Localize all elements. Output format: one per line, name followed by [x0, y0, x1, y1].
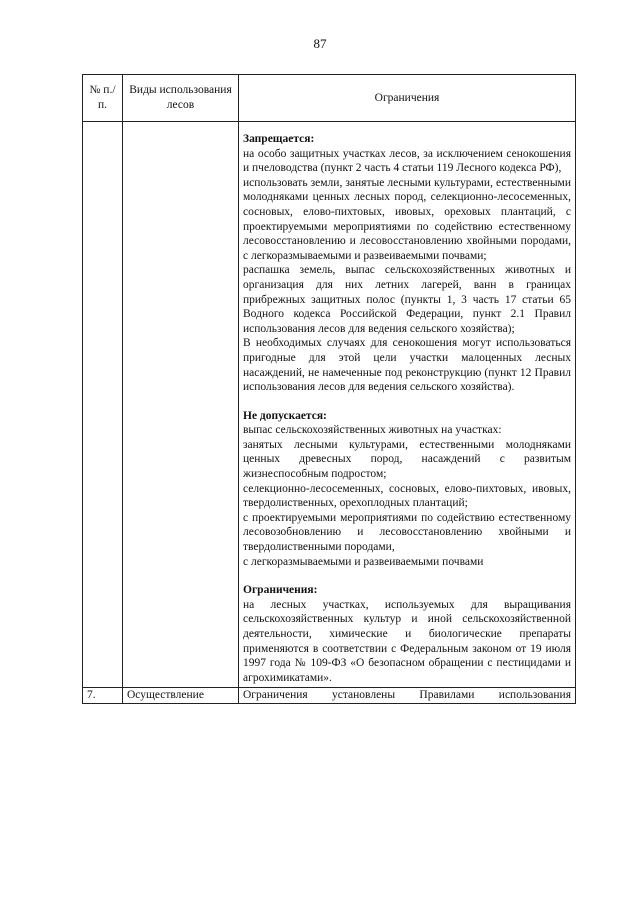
- list-item: на особо защитных участках лесов, за исключением сенокошения и пчеловодства (пункт 2 часть 4 статьи 119 Лесного кодекса РФ),: [243, 147, 571, 175]
- list-item: занятых лесными культурами, естественными молодняками ценных древесных пород, насаждений с развитым жизнеспособным подростом;: [243, 438, 571, 481]
- table-header-row: [83, 75, 576, 122]
- restrictions-content: [239, 122, 576, 688]
- section-title-not-allowed: Не допускается:: [243, 409, 327, 422]
- section-title-restrictions: Ограничения:: [243, 584, 318, 597]
- cell-number: 7.: [83, 688, 123, 704]
- list-item: использовать земли, занятые лесными культурами, естественными молодняками ценных лесных пород, селекционно-лесосеменных, сосновых, елово-пихтовых, ивовых, ореховых плантаций, с проектируемыми мероприятиями по содействию естественному лесовосстановлению и лесовосстановлению хвойными породами, с легкоразмываемыми и развеиваемыми почвами;: [243, 176, 571, 262]
- list-item: с легкоразмываемыми и развеиваемыми почвами: [243, 555, 484, 568]
- list-item: селекционно-лесосеменных, сосновых, елово-пихтовых, ивовых, твердолиственных, орехоплодных плантаций;: [243, 482, 571, 510]
- cell-usage-type: Осуществление: [123, 688, 239, 704]
- cell-usage-type-empty: [123, 122, 239, 688]
- header-restrictions-label: Ограничения: [374, 91, 440, 104]
- list-item: с проектируемыми мероприятиями по содействию естественному лесовозобновлению и лесовосстановлению хвойными и твердолиственными породами,: [243, 511, 571, 554]
- list-item: В необходимых случаях для сенокошения могут использоваться пригодные для этой цели участки малоценных лесных насаждений, не намеченные под реконструкцию (пункт 12 Правил использования лесов для ведения сельского хозяйства).: [243, 337, 571, 394]
- header-usage-type-label: Виды использования лесов: [129, 84, 232, 111]
- restrictions-table: [82, 74, 576, 704]
- section-title-prohibited: Запрещается:: [243, 133, 315, 145]
- list-item: выпас сельскохозяйственных животных на участках:: [243, 424, 502, 437]
- header-number-label: № п./п.: [89, 84, 116, 111]
- table-row-7: [83, 688, 576, 704]
- header-usage-type: [123, 75, 239, 122]
- header-number: [83, 75, 123, 122]
- list-item: распашка земель, выпас сельскохозяйственных животных и организация для них летних лагерей, ванн в границах прибрежных защитных полос (пункты 1, 3 часть 17 статьи 65 Водного кодекса Российской Федерации, пункт 2.1 Правил использования лесов для ведения сельского хозяйства);: [243, 264, 571, 335]
- cell-number-empty: [83, 122, 123, 688]
- page-number: 87: [313, 36, 327, 51]
- table-row: [83, 122, 576, 688]
- cell-restrictions: Ограничения установлены Правилами использования: [239, 688, 576, 704]
- list-item: на лесных участках, используемых для выращивания сельскохозяйственных культур и иной сельскохозяйственной деятельности, химические и биологические препараты применяются в соответствии с Федеральным законом от 19 июля 1997 года № 109-ФЗ «О безопасном обращении с пестицидами и агрохимикатами».: [243, 598, 571, 684]
- header-restrictions: [239, 75, 576, 122]
